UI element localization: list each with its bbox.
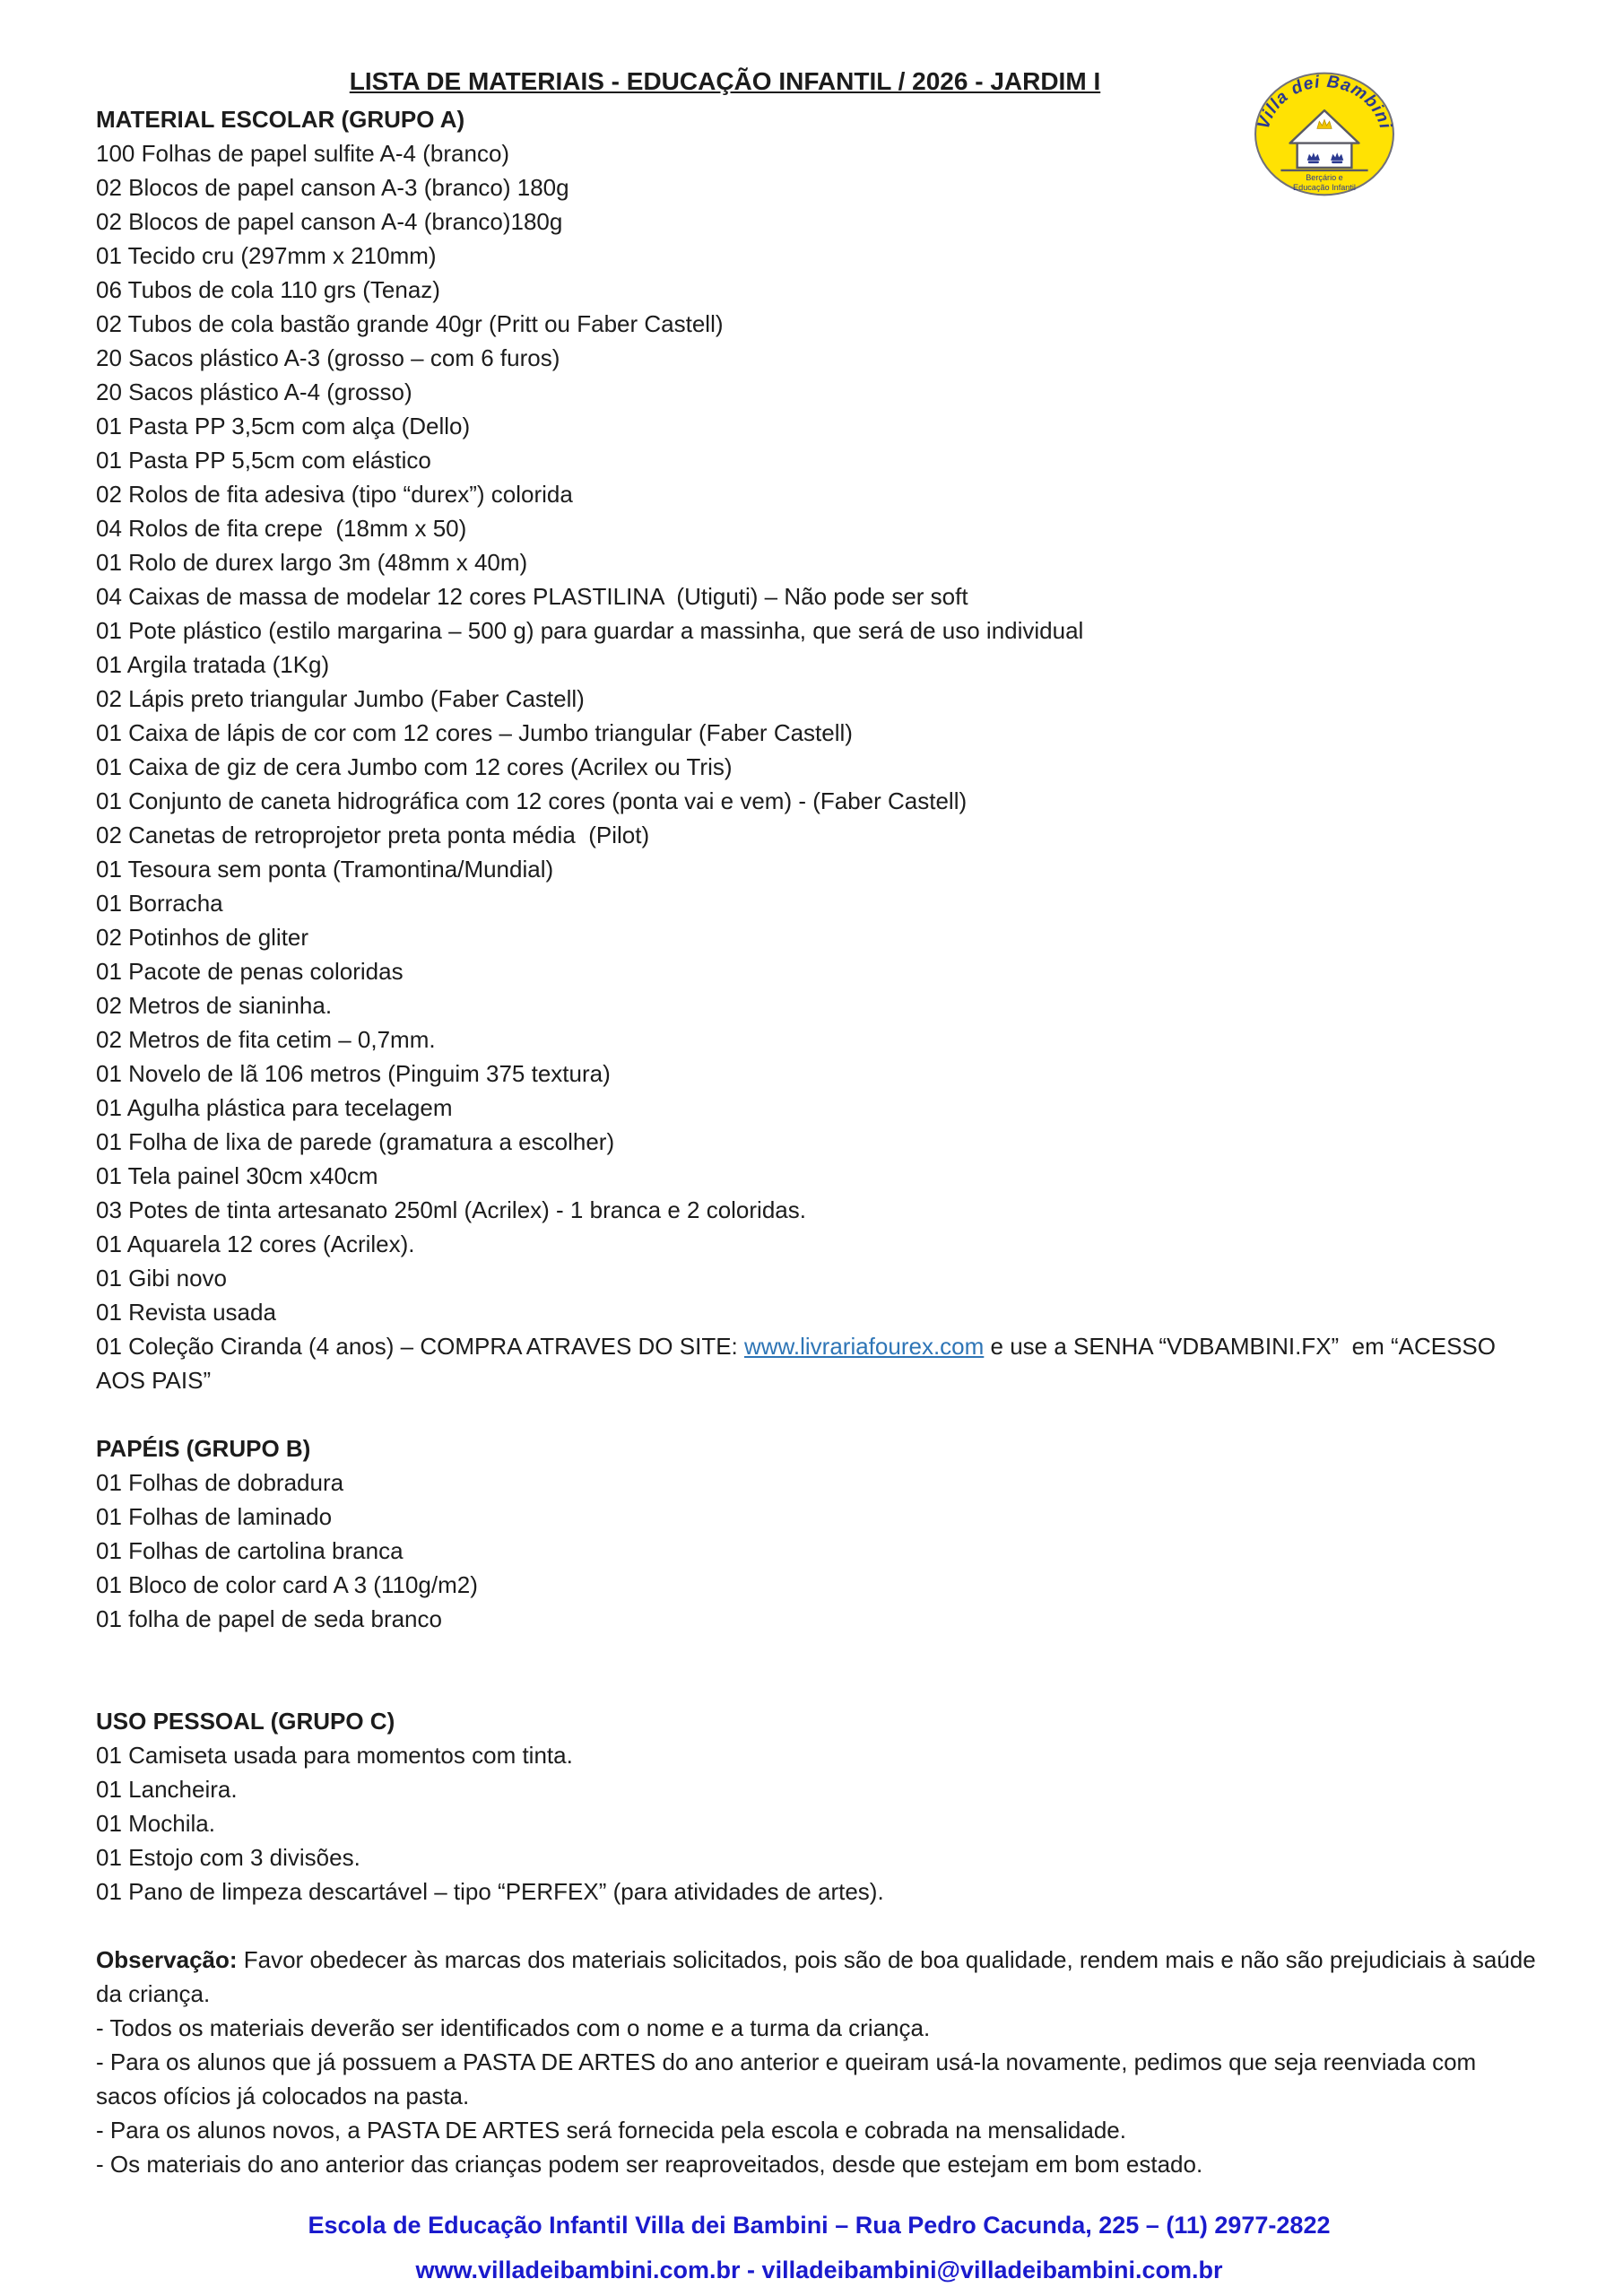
item-text: 01 Conjunto de caneta hidrográfica com 12 cores (ponta vai e vem) - (Faber Castell) — [96, 787, 968, 814]
note-line — [96, 2113, 1542, 2147]
item-text: 02 Potinhos de gliter — [96, 924, 309, 951]
item-text: 01 Pasta PP 5,5cm com elástico — [96, 447, 431, 474]
list-item — [96, 613, 1542, 648]
item-text: 01 Novelo de lã 106 metros (Pinguim 375 textura) — [96, 1060, 611, 1087]
item-text: 01 Tecido cru (297mm x 210mm) — [96, 242, 437, 269]
item-text: 01 Gibi novo — [96, 1265, 227, 1292]
list-item — [96, 1057, 1542, 1091]
livraria-fourex-link[interactable]: www.livrariafourex.com — [744, 1333, 985, 1360]
logo-arc-text: Villa dei Bambini — [1254, 72, 1395, 132]
group-item-list — [96, 1465, 1542, 1636]
list-item — [96, 818, 1542, 852]
item-text: 01 Tesoura sem ponta (Tramontina/Mundial) — [96, 856, 554, 883]
list-item — [96, 682, 1542, 716]
group-papeis — [96, 1431, 1542, 1636]
item-text: 02 Tubos de cola bastão grande 40gr (Pritt ou Faber Castell) — [96, 310, 724, 337]
school-address-line: Escola de Educação Infantil Villa dei Bambini – Rua Pedro Cacunda, 225 – (11) 2977-2822 — [308, 2212, 1331, 2239]
item-text: 02 Lápis preto triangular Jumbo (Faber Castell) — [96, 685, 585, 712]
list-item — [96, 579, 1542, 613]
observacao-paragraph — [96, 1943, 1542, 2011]
list-item — [96, 1534, 1542, 1568]
item-text: 01 Tela painel 30cm x40cm — [96, 1162, 378, 1189]
group-heading: USO PESSOAL (GRUPO C) — [96, 1708, 395, 1735]
item-text: 02 Blocos de papel canson A-3 (branco) 180g — [96, 174, 569, 201]
item-text: 01 Mochila. — [96, 1810, 215, 1837]
item-text: 01 Argila tratada (1Kg) — [96, 651, 330, 678]
list-item — [96, 1159, 1542, 1193]
list-item — [96, 1261, 1542, 1295]
note-line — [96, 2011, 1542, 2045]
item-text: 01 Agulha plástica para tecelagem — [96, 1094, 453, 1121]
item-text: 04 Rolos de fita crepe (18mm x 50) — [96, 515, 467, 542]
list-item — [96, 1022, 1542, 1057]
list-item — [96, 1500, 1542, 1534]
item-text: 01 Pano de limpeza descartável – tipo “PERFEX” (para atividades de artes). — [96, 1878, 884, 1905]
group-uso-pessoal — [96, 1704, 1542, 1909]
note-line — [96, 2045, 1542, 2113]
list-item — [96, 716, 1542, 750]
item-text: 01 Folha de lixa de parede (gramatura a escolher) — [96, 1128, 615, 1155]
list-item — [96, 920, 1542, 954]
item-text: 02 Metros de sianinha. — [96, 992, 333, 1019]
item-text: 06 Tubos de cola 110 grs (Tenaz) — [96, 276, 440, 303]
list-item — [96, 1772, 1542, 1806]
list-item — [96, 886, 1542, 920]
item-text: 02 Rolos de fita adesiva (tipo “durex”) colorida — [96, 481, 573, 508]
list-item — [96, 1874, 1542, 1909]
list-item — [96, 341, 1542, 375]
group-heading: PAPÉIS (GRUPO B) — [96, 1435, 311, 1462]
school-website-line: www.villadeibambini.com.br - villadeibambini@villadeibambini.com.br — [415, 2257, 1223, 2283]
item-text: 01 Pote plástico (estilo margarina – 500 g) para guardar a massinha, que será de uso individual — [96, 617, 1084, 644]
item-text: 01 Pacote de penas coloridas — [96, 958, 404, 985]
list-item — [96, 988, 1542, 1022]
item-text: 01 Camiseta usada para momentos com tinta. — [96, 1742, 573, 1769]
list-item — [96, 1738, 1542, 1772]
item-text: 01 Caixa de lápis de cor com 12 cores – Jumbo triangular (Faber Castell) — [96, 719, 853, 746]
list-item — [96, 1465, 1542, 1500]
group-heading: MATERIAL ESCOLAR (GRUPO A) — [96, 106, 465, 133]
item-text: 01 Aquarela 12 cores (Acrilex). — [96, 1231, 415, 1257]
list-item — [96, 1568, 1542, 1602]
list-item — [96, 1295, 1542, 1329]
item-text: 01 Borracha — [96, 890, 223, 917]
list-item — [96, 375, 1542, 409]
note-line-text: - Todos os materiais deverão ser identificados com o nome e a turma da criança. — [96, 2014, 931, 2041]
note-line-text: - Para os alunos que já possuem a PASTA DE ARTES do ano anterior e queiram usá-la novamente, pedimos que seja reenviada com sacos ofícios já colocados na pasta. — [96, 2048, 1483, 2109]
list-item — [96, 1840, 1542, 1874]
list-item — [96, 409, 1542, 443]
list-item — [96, 545, 1542, 579]
page-title: LISTA DE MATERIAIS - EDUCAÇÃO INFANTIL / 2026 - JARDIM I — [349, 67, 1101, 95]
note-line — [96, 2147, 1542, 2181]
logo-subtitle-1: Berçário e — [1306, 173, 1343, 183]
list-item — [96, 750, 1542, 784]
list-item — [96, 1806, 1542, 1840]
school-logo-graphic — [1252, 70, 1397, 203]
list-item — [96, 307, 1542, 341]
item-text: 20 Sacos plástico A-4 (grosso) — [96, 378, 412, 405]
list-item — [96, 1193, 1542, 1227]
item-text: 02 Metros de fita cetim – 0,7mm. — [96, 1026, 436, 1053]
item-text: 100 Folhas de papel sulfite A-4 (branco) — [96, 140, 510, 167]
list-item — [96, 204, 1542, 239]
item-text: 01 folha de papel de seda branco — [96, 1605, 442, 1632]
item-text: 01 Pasta PP 3,5cm com alça (Dello) — [96, 413, 471, 439]
item-text: 01 Caixa de giz de cera Jumbo com 12 cores (Acrilex ou Tris) — [96, 753, 733, 780]
list-item — [96, 239, 1542, 273]
crown-icon — [1317, 119, 1332, 128]
list-item — [96, 477, 1542, 511]
item-text: 02 Canetas de retroprojetor preta ponta média (Pilot) — [96, 822, 650, 848]
item-text: 01 Estojo com 3 divisões. — [96, 1844, 360, 1871]
logo-subtitle-2: Educação Infantil — [1293, 183, 1356, 193]
observacao-label: Observação: — [96, 1946, 238, 1973]
group-item-list — [96, 1738, 1542, 1909]
list-item — [96, 1091, 1542, 1125]
item-text: 03 Potes de tinta artesanato 250ml (Acrilex) - 1 branca e 2 coloridas. — [96, 1196, 806, 1223]
item-text-after-link: e use a SENHA “VDBAMBINI.FX” em “ACESSO AOS PAIS” — [96, 1333, 1501, 1394]
list-item — [96, 954, 1542, 988]
list-item — [96, 273, 1542, 307]
note-line-text: - Os materiais do ano anterior das crianças podem ser reaproveitados, desde que estejam em bom estado. — [96, 2151, 1203, 2178]
item-text: 01 Folhas de cartolina branca — [96, 1537, 404, 1564]
list-item — [96, 443, 1542, 477]
list-item — [96, 852, 1542, 886]
list-item — [96, 1125, 1542, 1159]
school-logo — [1252, 70, 1397, 203]
notes-section — [96, 1943, 1542, 2181]
item-text: 01 Coleção Ciranda (4 anos) – COMPRA ATRAVES DO SITE: — [96, 1333, 744, 1360]
observacao-text: Favor obedecer às marcas dos materiais solicitados, pois são de boa qualidade, rendem mais e não são prejudiciais à saúde da criança. — [96, 1946, 1542, 2007]
list-item — [96, 1602, 1542, 1636]
item-text: 04 Caixas de massa de modelar 12 cores PLASTILINA (Utiguti) – Não pode ser soft — [96, 583, 968, 610]
group-material-escolar — [96, 102, 1542, 1397]
list-item — [96, 1227, 1542, 1261]
item-text: 01 Bloco de color card A 3 (110g/m2) — [96, 1571, 478, 1598]
item-text: 01 Revista usada — [96, 1299, 276, 1326]
item-text: 01 Folhas de laminado — [96, 1503, 333, 1530]
item-text: 01 Folhas de dobradura — [96, 1469, 344, 1496]
item-text: 02 Blocos de papel canson A-4 (branco)180g — [96, 208, 563, 235]
item-text: 01 Lancheira. — [96, 1776, 238, 1803]
list-item — [96, 784, 1542, 818]
note-line-text: - Para os alunos novos, a PASTA DE ARTES será fornecida pela escola e cobrada na mensalidade. — [96, 2117, 1126, 2144]
notes-bullet-list — [96, 2011, 1542, 2181]
list-item — [96, 648, 1542, 682]
list-item — [96, 1329, 1542, 1397]
item-text: 01 Rolo de durex largo 3m (48mm x 40m) — [96, 549, 528, 576]
page-footer — [96, 2203, 1542, 2292]
item-text: 20 Sacos plástico A-3 (grosso – com 6 furos) — [96, 344, 560, 371]
list-item — [96, 511, 1542, 545]
group-item-list — [96, 136, 1542, 1397]
